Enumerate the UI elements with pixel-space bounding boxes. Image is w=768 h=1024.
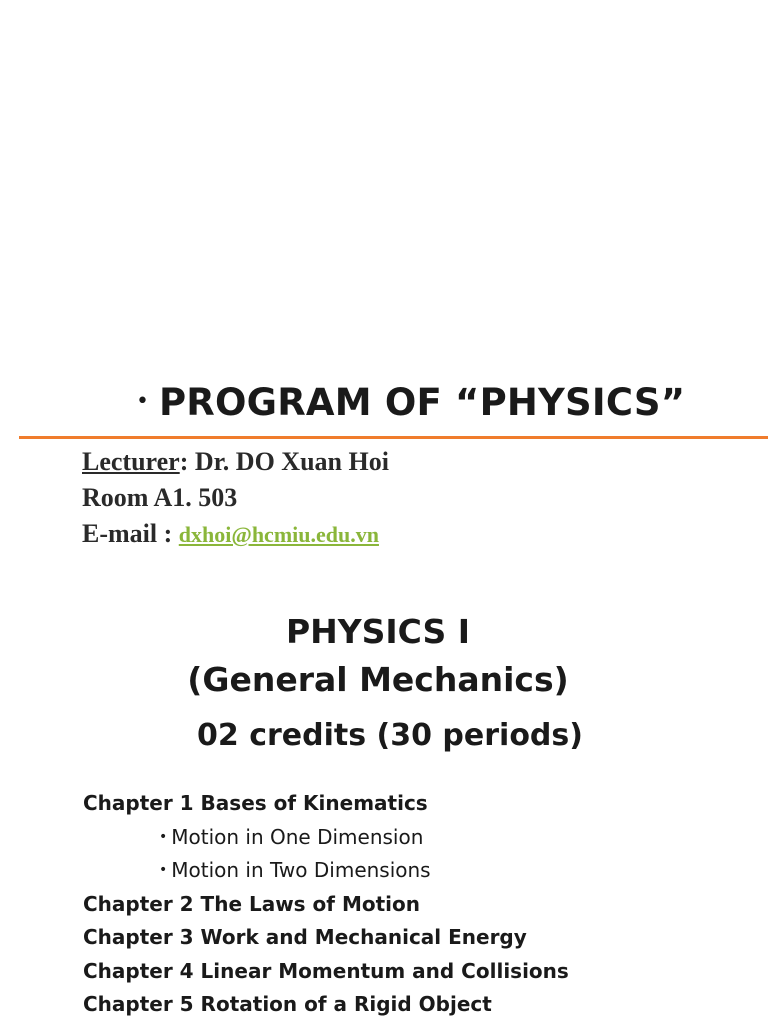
chapter-1: Chapter 1 Bases of Kinematics — [83, 791, 428, 815]
bullet-icon: • — [159, 828, 168, 845]
email-link[interactable]: dxhoi@hcmiu.edu.vn — [178, 522, 379, 547]
bullet-icon: • — [159, 862, 168, 878]
slide-title — [136, 376, 685, 428]
contact-block — [82, 444, 389, 553]
chapter-list — [83, 787, 569, 1022]
title-divider — [19, 436, 768, 439]
course-subtitle: (General Mechanics) — [187, 660, 569, 699]
course-title: PHYSICS I — [285, 612, 471, 651]
lecturer-line — [82, 444, 389, 480]
email-line — [82, 516, 389, 553]
chapter-2: Chapter 2 The Laws of Motion — [83, 891, 420, 916]
lecturer-name: : Dr. DO Xuan Hoi — [179, 447, 389, 476]
chapter-1-item-label: Motion in Two Dimensions — [171, 858, 431, 882]
title-text: PROGRAM OF “PHYSICS” — [158, 380, 686, 424]
email-label: E-mail : — [82, 519, 179, 548]
chapter-3: Chapter 3 Work and Mechanical Energy — [83, 925, 527, 949]
chapter-1-item — [83, 854, 569, 888]
chapter-5: Chapter 5 Rotation of a Rigid Object — [83, 992, 492, 1016]
chapter-1-item-label: Motion in One Dimension — [171, 824, 424, 849]
course-credits: 02 credits (30 periods) — [197, 718, 583, 753]
lecturer-label: Lecturer — [82, 447, 180, 476]
title-bullet: • — [136, 389, 149, 414]
chapter-4: Chapter 4 Linear Momentum and Collisions — [83, 958, 569, 983]
room-line: Room A1. 503 — [82, 483, 238, 512]
chapter-1-item — [83, 821, 569, 855]
